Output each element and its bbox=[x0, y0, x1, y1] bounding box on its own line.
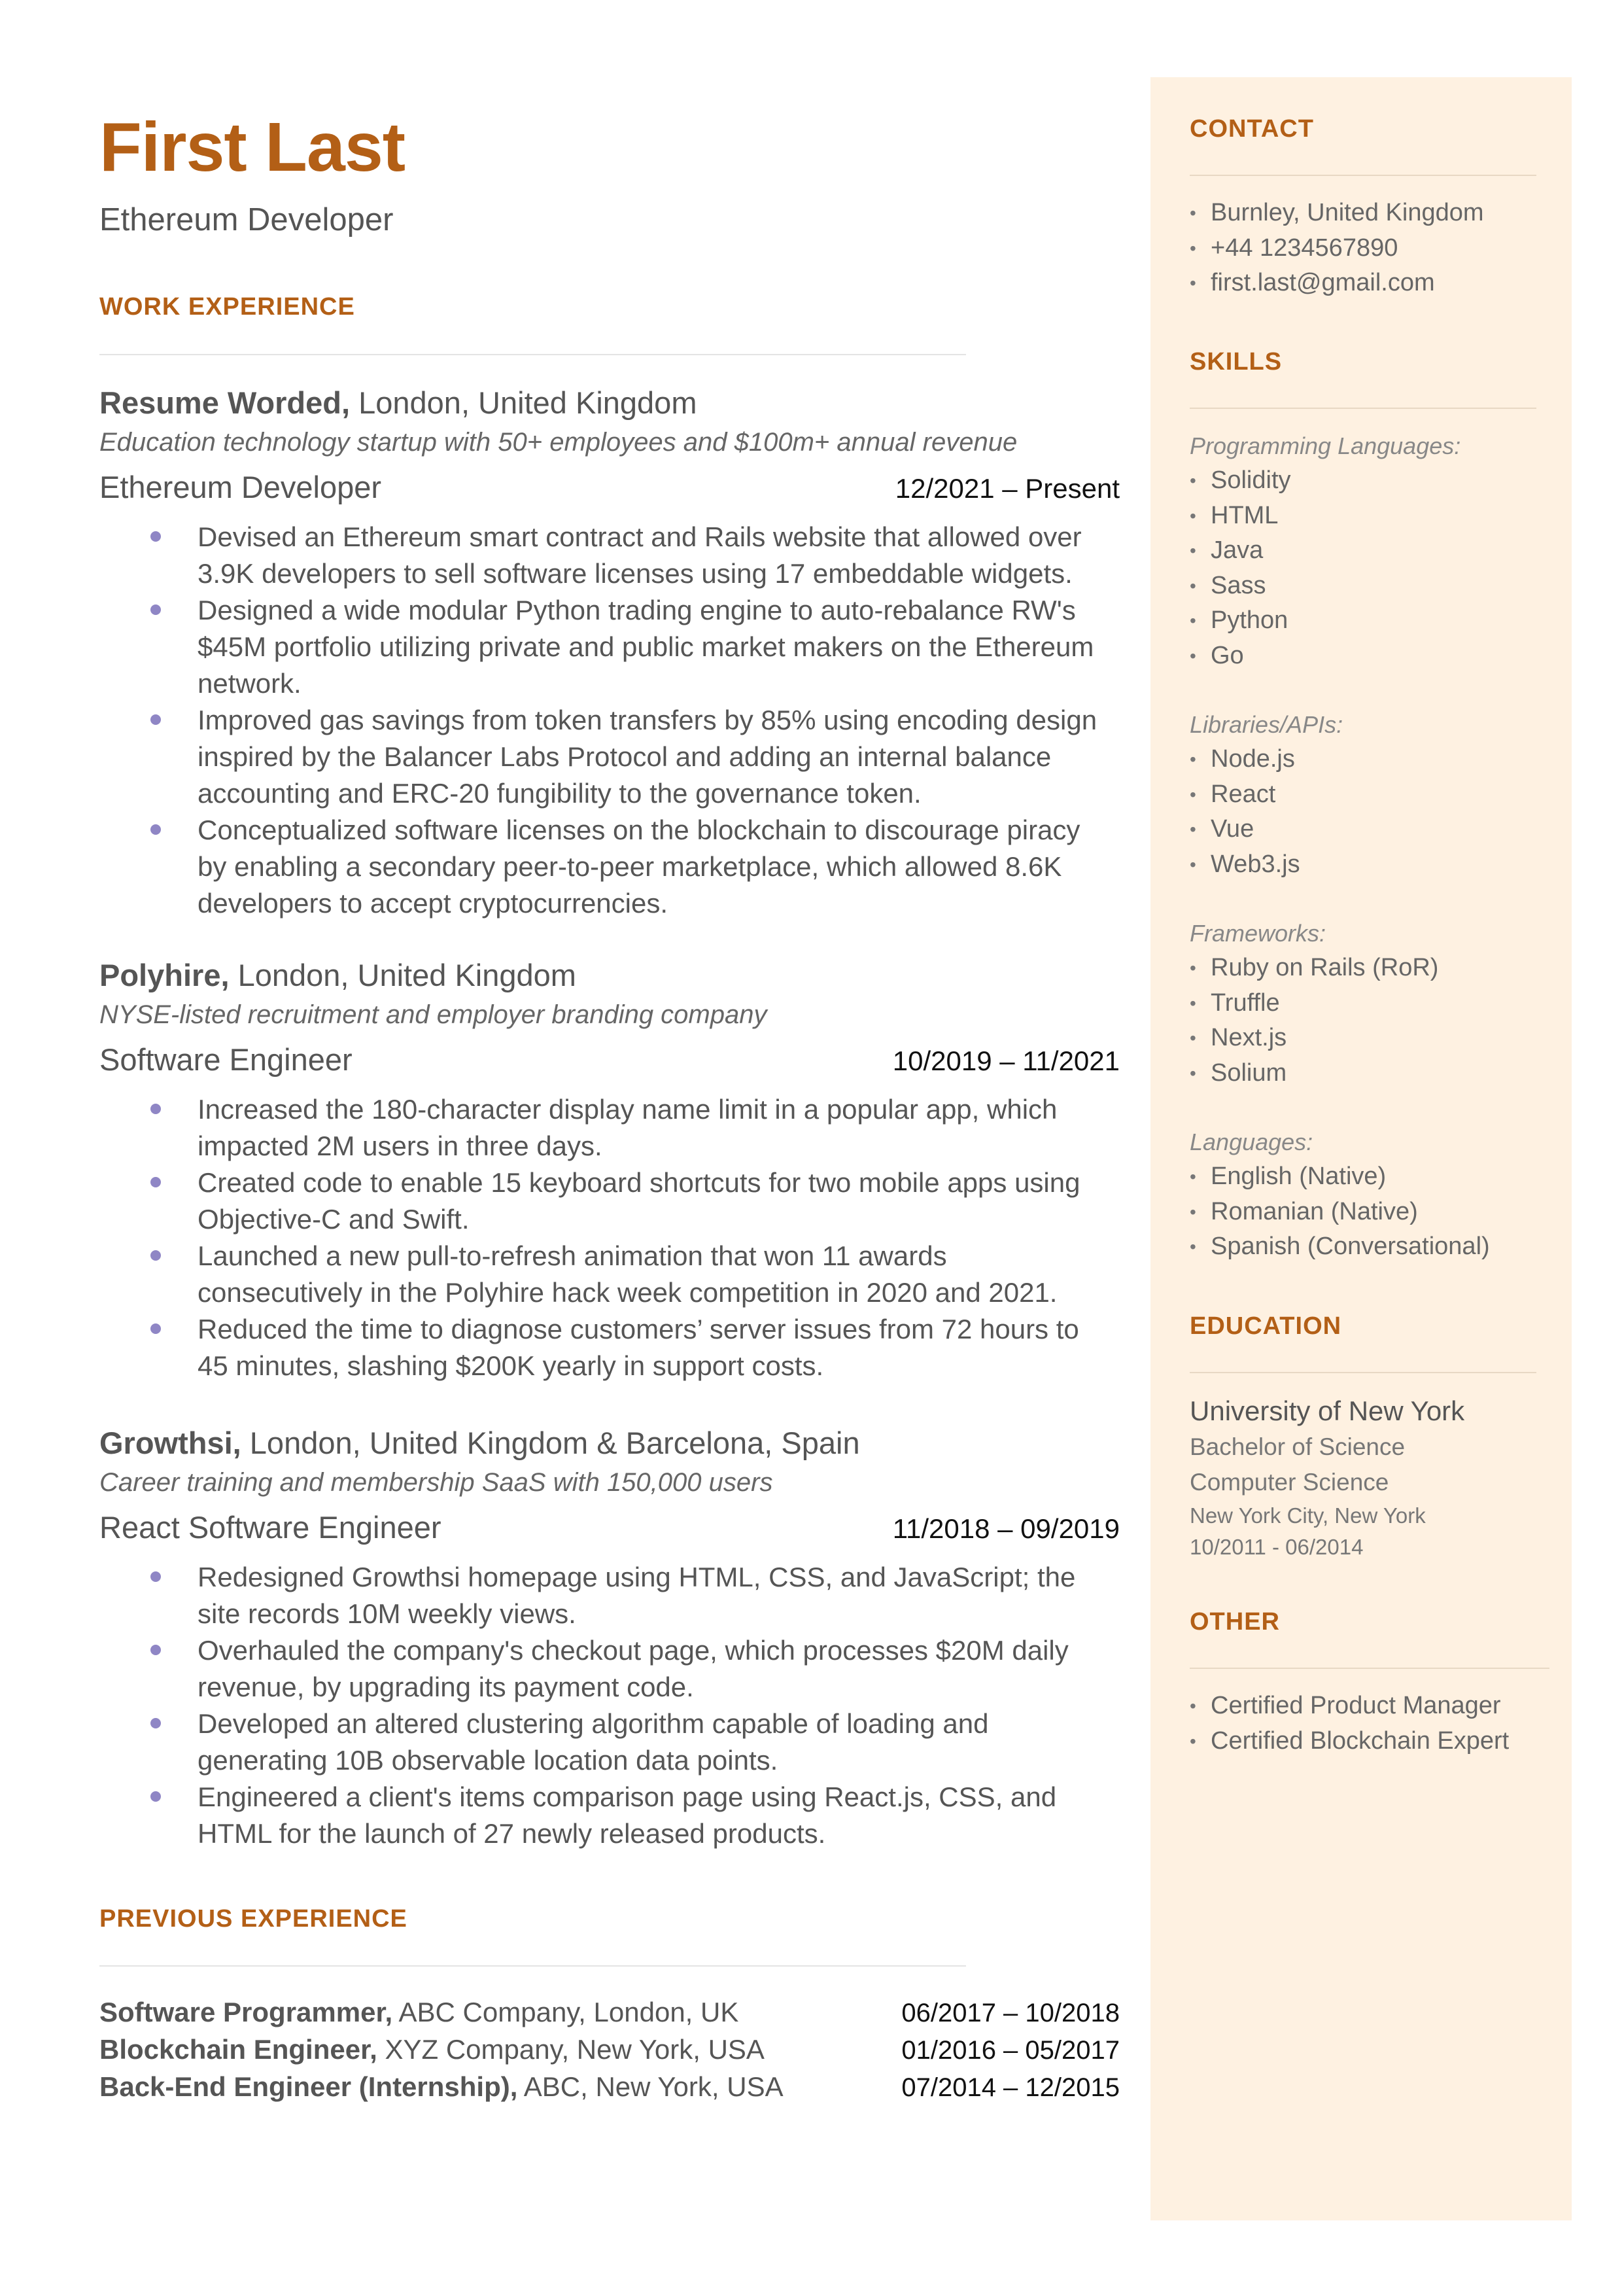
skill-category-label: Languages: bbox=[1190, 1129, 1313, 1155]
company-description: NYSE-listed recruitment and employer branding company bbox=[99, 1000, 767, 1029]
education-field: Computer Science bbox=[1190, 1469, 1389, 1496]
achievement-list bbox=[99, 1091, 1120, 1384]
skill-category-label: Programming Languages: bbox=[1190, 432, 1461, 459]
list-item: • Next.js bbox=[1190, 1021, 1536, 1056]
previous-org: XYZ Company, New York, USA bbox=[377, 2034, 765, 2065]
list-item: Conceptualized software licenses on the blockchain to discourage piracy by enabling a secondary peer-to-peer marketplace, which allowed 8.6K developers to accept cryptocurrencies. bbox=[99, 812, 1107, 922]
skill-list bbox=[1190, 463, 1536, 673]
contact-email[interactable]: • first.last@gmail.com bbox=[1190, 266, 1536, 301]
bullet-dot-icon bbox=[150, 1718, 161, 1728]
skill-category-label: Libraries/APIs: bbox=[1190, 711, 1343, 738]
list-item bbox=[99, 2069, 1120, 2106]
previous-experience-heading: PREVIOUS EXPERIENCE bbox=[99, 1905, 407, 1933]
previous-dates: 06/2017 – 10/2018 bbox=[901, 1999, 1120, 2027]
list-item: • Truffle bbox=[1190, 986, 1536, 1021]
previous-dates: 07/2014 – 12/2015 bbox=[901, 2073, 1120, 2102]
job-dates: 10/2019 – 11/2021 bbox=[892, 1045, 1120, 1076]
contact-list bbox=[1190, 196, 1536, 301]
company-description: Education technology startup with 50+ employees and $100m+ annual revenue bbox=[99, 428, 1018, 457]
company-name: Growthsi, bbox=[99, 1426, 241, 1460]
skill-list bbox=[1190, 1159, 1536, 1265]
list-item: • Certified Blockchain Expert bbox=[1190, 1724, 1536, 1759]
education-section bbox=[1190, 1312, 1536, 1563]
list-item: • Node.js bbox=[1190, 742, 1536, 777]
list-item: • Java bbox=[1190, 533, 1536, 569]
list-item: • React bbox=[1190, 777, 1536, 813]
job-role: Software Engineer bbox=[99, 1042, 353, 1077]
list-item: Improved gas savings from token transfers by 85% using encoding design inspired by the Balancer Labs Protocol and adding an internal balance accounting and ERC-20 fungibility to the governance token. bbox=[99, 702, 1107, 812]
education-location: New York City, New York bbox=[1190, 1503, 1426, 1528]
skill-list bbox=[1190, 951, 1536, 1091]
job-entry bbox=[99, 383, 1120, 922]
job-role: React Software Engineer bbox=[99, 1510, 441, 1545]
previous-dates: 01/2016 – 05/2017 bbox=[901, 2036, 1120, 2065]
list-item: Increased the 180-character display name limit in a popular app, which impacted 2M users in three days. bbox=[99, 1091, 1107, 1165]
list-item: • Python bbox=[1190, 603, 1536, 639]
education-dates: 10/2011 - 06/2014 bbox=[1190, 1535, 1364, 1559]
other-list bbox=[1190, 1689, 1536, 1759]
other-section bbox=[1190, 1608, 1536, 1759]
contact-location: • Burnley, United Kingdom bbox=[1190, 196, 1536, 231]
list-item: • Certified Product Manager bbox=[1190, 1689, 1536, 1724]
list-item: Developed an altered clustering algorithm capable of loading and generating 10B observable location data points. bbox=[99, 1706, 1107, 1779]
previous-role: Blockchain Engineer, bbox=[99, 2034, 377, 2065]
list-item: Designed a wide modular Python trading engine to auto-rebalance RW's $45M portfolio utilizing private and public market makers on the Ethereum network. bbox=[99, 592, 1107, 702]
skills-section bbox=[1190, 348, 1536, 1265]
other-heading: OTHER bbox=[1190, 1608, 1280, 1636]
bullet-dot-icon bbox=[150, 714, 161, 725]
bullet-dot-icon bbox=[150, 1323, 161, 1334]
list-item: • Sass bbox=[1190, 569, 1536, 604]
list-item: • English (Native) bbox=[1190, 1159, 1536, 1195]
bullet-dot-icon bbox=[150, 1177, 161, 1187]
job-entry bbox=[99, 1423, 1120, 1852]
achievement-list bbox=[99, 519, 1120, 922]
job-role: Ethereum Developer bbox=[99, 470, 382, 504]
list-item: • Romanian (Native) bbox=[1190, 1195, 1536, 1230]
list-item: Devised an Ethereum smart contract and Rails website that allowed over 3.9K developers to sell software licenses using 17 embeddable widgets. bbox=[99, 519, 1107, 592]
skills-heading: SKILLS bbox=[1190, 348, 1283, 376]
skill-list bbox=[1190, 742, 1536, 882]
section-divider bbox=[1190, 175, 1536, 176]
list-item: • HTML bbox=[1190, 499, 1536, 534]
previous-org: ABC, New York, USA bbox=[517, 2071, 784, 2102]
company-line bbox=[99, 383, 1120, 423]
section-divider bbox=[99, 1965, 966, 1967]
list-item: Launched a new pull-to-refresh animation that won 11 awards consecutively in the Polyhire hack week competition in 2020 and 2021. bbox=[99, 1238, 1107, 1311]
candidate-title: Ethereum Developer bbox=[99, 202, 394, 237]
list-item: • Web3.js bbox=[1190, 847, 1536, 883]
company-location: London, United Kingdom bbox=[229, 958, 576, 992]
job-entry bbox=[99, 955, 1120, 1384]
list-item: • Vue bbox=[1190, 812, 1536, 847]
bullet-dot-icon bbox=[150, 824, 161, 835]
role-row bbox=[99, 1509, 1120, 1552]
section-divider bbox=[1190, 408, 1536, 409]
previous-org: ABC Company, London, UK bbox=[392, 1997, 739, 2027]
education-degree: Bachelor of Science bbox=[1190, 1433, 1406, 1460]
company-location: London, United Kingdom & Barcelona, Spain bbox=[241, 1426, 860, 1460]
list-item bbox=[99, 1994, 1120, 2031]
list-item: Engineered a client's items comparison page using React.js, CSS, and HTML for the launch of 27 newly released products. bbox=[99, 1779, 1107, 1852]
previous-experience-list bbox=[99, 1994, 1120, 2106]
previous-role: Software Programmer, bbox=[99, 1997, 393, 2027]
list-item: Created code to enable 15 keyboard shortcuts for two mobile apps using Objective-C and Swift. bbox=[99, 1165, 1107, 1238]
company-line bbox=[99, 1423, 1120, 1463]
contact-section bbox=[1190, 115, 1536, 301]
bullet-dot-icon bbox=[150, 1791, 161, 1802]
company-name: Resume Worded, bbox=[99, 385, 351, 420]
previous-role: Back-End Engineer (Internship), bbox=[99, 2071, 518, 2102]
bullet-dot-icon bbox=[150, 1645, 161, 1655]
bullet-dot-icon bbox=[150, 1250, 161, 1261]
education-school: University of New York bbox=[1190, 1395, 1465, 1426]
contact-heading: CONTACT bbox=[1190, 115, 1314, 143]
section-divider bbox=[1190, 1372, 1536, 1373]
job-dates: 11/2018 – 09/2019 bbox=[892, 1513, 1120, 1544]
list-item: • Spanish (Conversational) bbox=[1190, 1229, 1536, 1265]
job-dates: 12/2021 – Present bbox=[895, 473, 1120, 504]
company-description: Career training and membership SaaS with 150,000 users bbox=[99, 1468, 773, 1497]
list-item bbox=[99, 2031, 1120, 2069]
company-line bbox=[99, 955, 1120, 996]
company-name: Polyhire, bbox=[99, 958, 230, 992]
contact-phone: • +44 1234567890 bbox=[1190, 231, 1536, 266]
bullet-dot-icon bbox=[150, 1571, 161, 1582]
list-item: Redesigned Growthsi homepage using HTML, CSS, and JavaScript; the site records 10M weekly views. bbox=[99, 1559, 1107, 1632]
section-divider bbox=[99, 354, 966, 355]
work-experience-heading: WORK EXPERIENCE bbox=[99, 293, 355, 321]
education-heading: EDUCATION bbox=[1190, 1312, 1342, 1340]
section-divider bbox=[1190, 1668, 1549, 1669]
bullet-dot-icon bbox=[150, 604, 161, 615]
company-location: London, United Kingdom bbox=[350, 385, 697, 420]
list-item: • Solidity bbox=[1190, 463, 1536, 499]
candidate-name: First Last bbox=[99, 109, 406, 186]
bullet-dot-icon bbox=[150, 1104, 161, 1114]
skill-category-label: Frameworks: bbox=[1190, 920, 1326, 947]
list-item: • Solium bbox=[1190, 1056, 1536, 1091]
role-row bbox=[99, 1042, 1120, 1085]
list-item: • Ruby on Rails (RoR) bbox=[1190, 951, 1536, 986]
list-item: Reduced the time to diagnose customers’ server issues from 72 hours to 45 minutes, slashing $200K yearly in support costs. bbox=[99, 1311, 1107, 1384]
sidebar bbox=[1150, 77, 1572, 2220]
bullet-dot-icon bbox=[150, 531, 161, 542]
role-row bbox=[99, 469, 1120, 512]
list-item: • Go bbox=[1190, 639, 1536, 674]
achievement-list bbox=[99, 1559, 1120, 1852]
list-item: Overhauled the company's checkout page, which processes $20M daily revenue, by upgrading its payment code. bbox=[99, 1632, 1107, 1706]
